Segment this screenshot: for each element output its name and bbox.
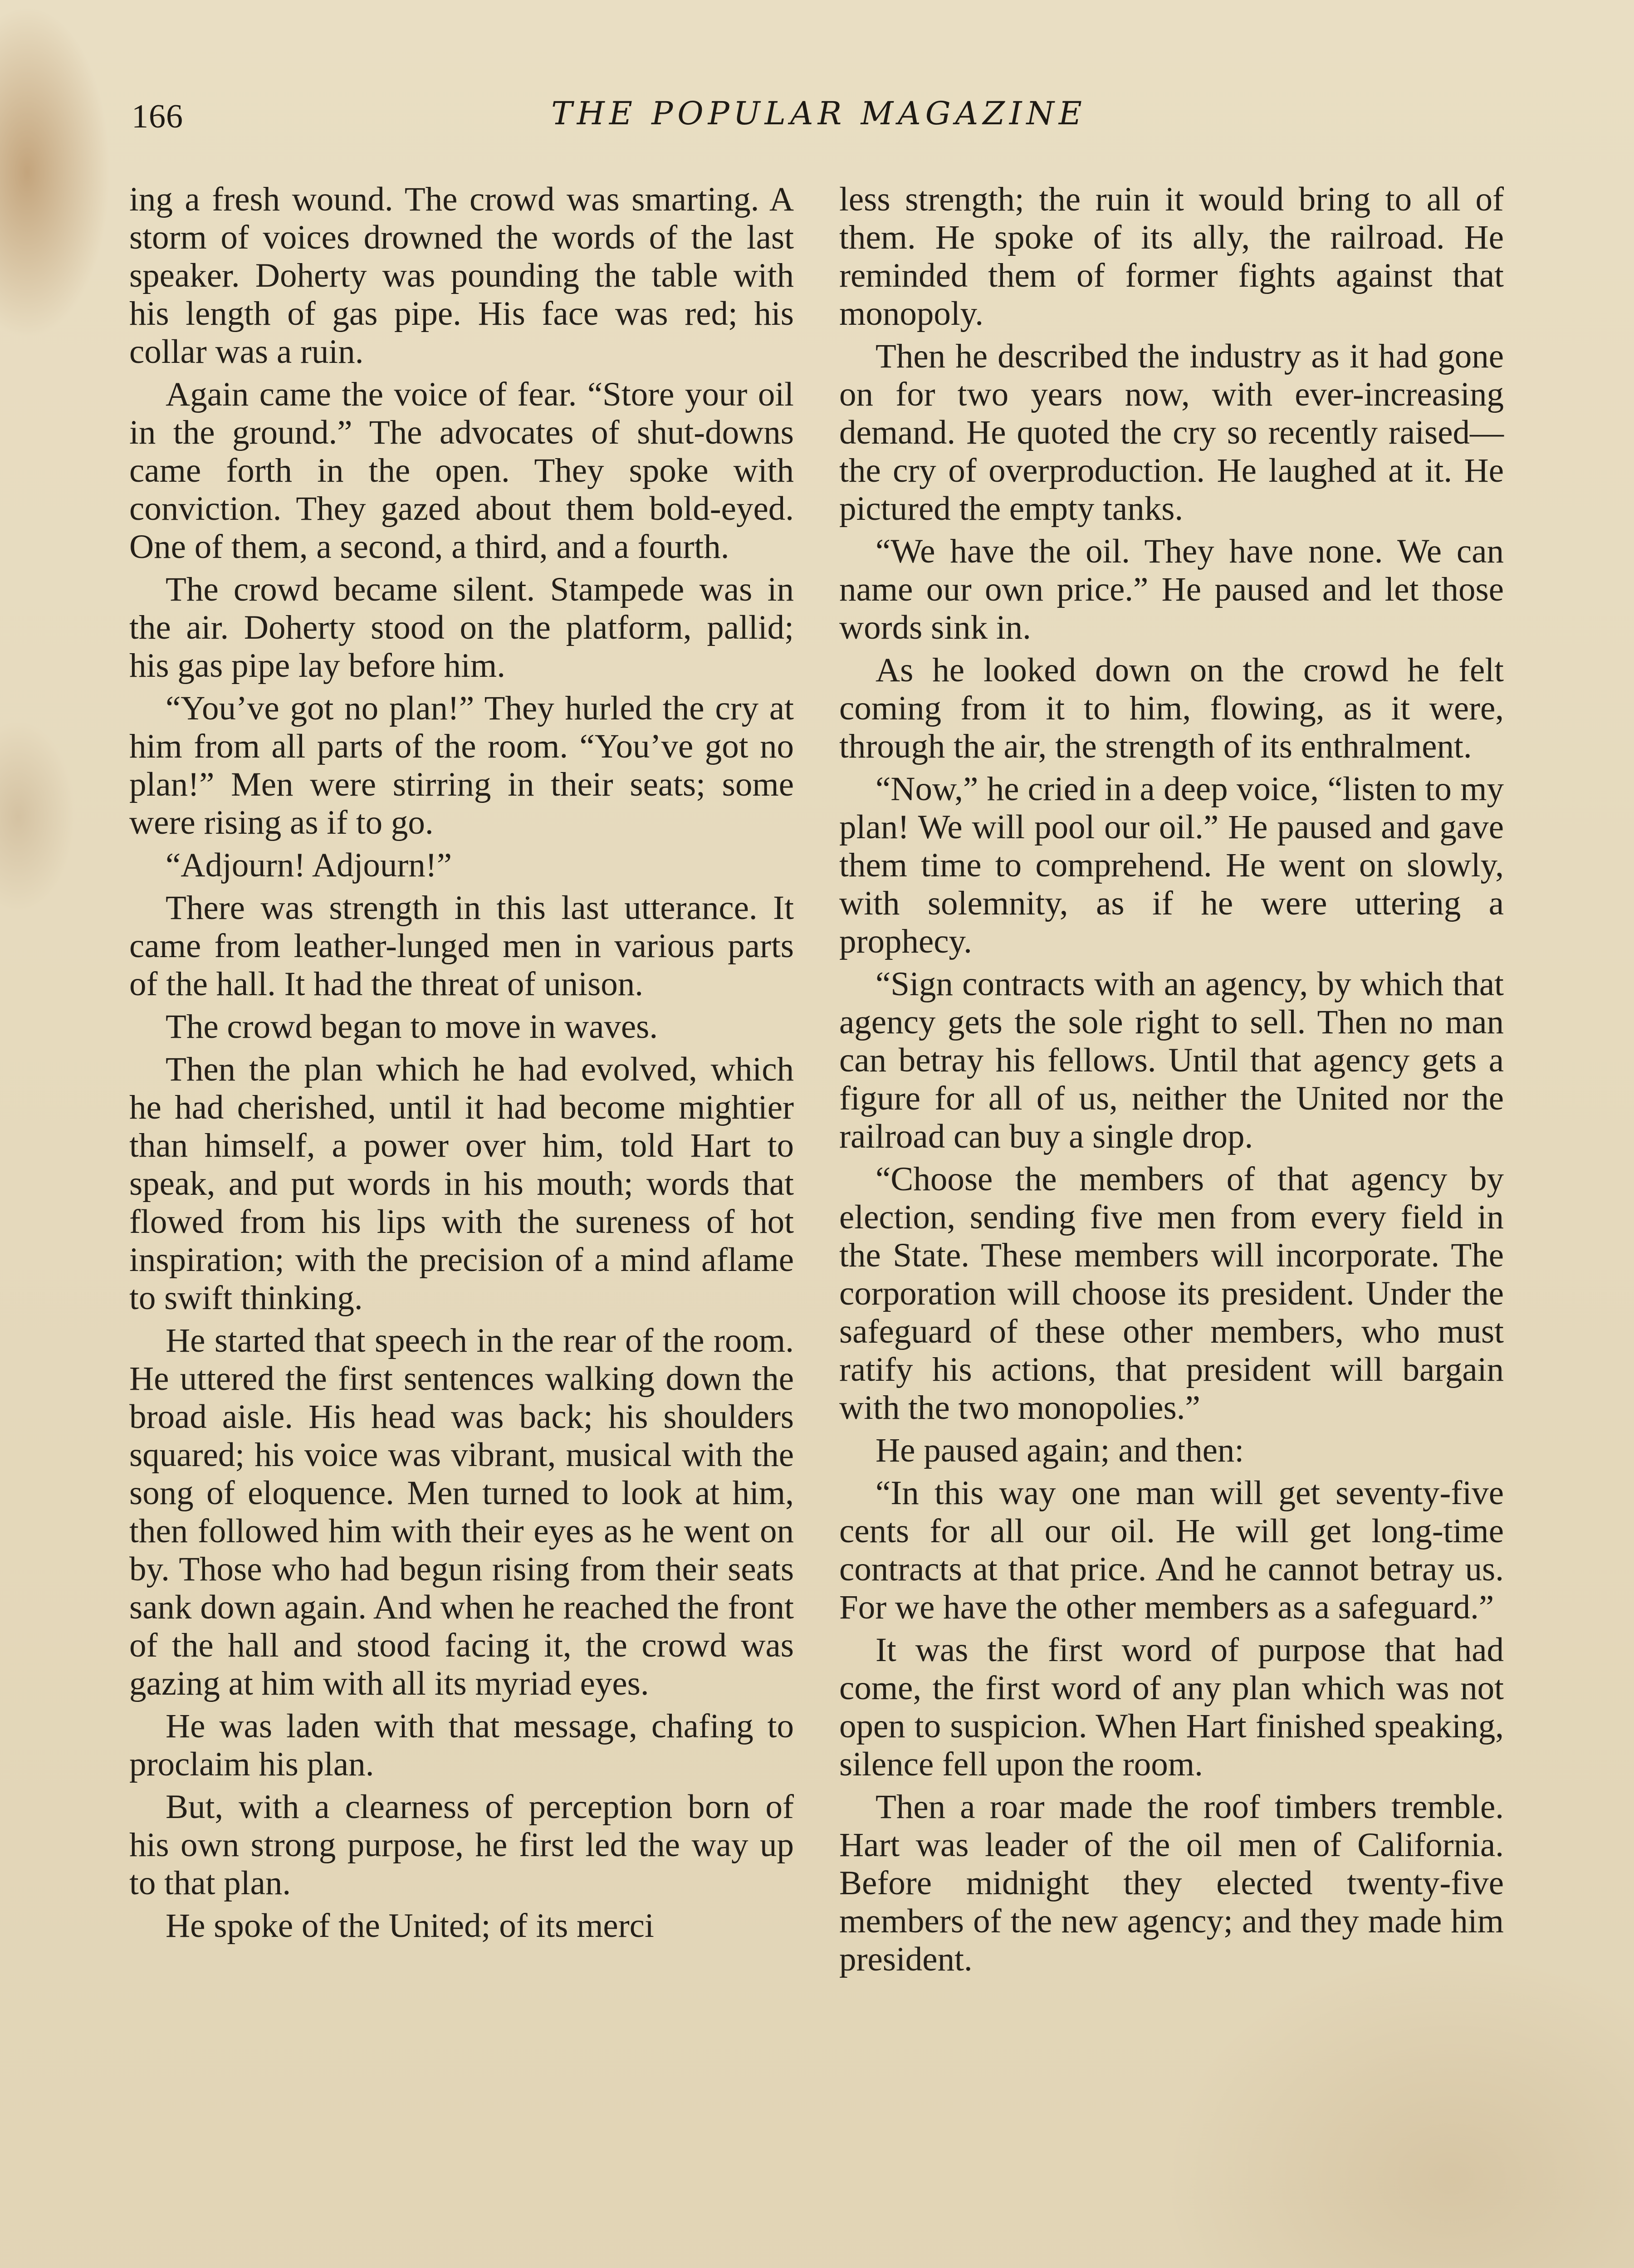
page-number: 166 xyxy=(132,98,183,135)
paragraph: less strength; the ruin it would bring to all of them. He spoke of its ally, the railroad. He reminded them of former fights against that monopoly. xyxy=(839,181,1504,332)
paragraph: The crowd began to move in waves. xyxy=(166,1008,658,1046)
paragraph: But, with a clearness of perception born of his own strong purpose, he first led the way up to that plan. xyxy=(129,1788,794,1902)
paragraph: “We have the oil. They have none. We can name our own price.” He paused and let those words sink in. xyxy=(839,533,1504,646)
paragraph: He was laden with that message, chafing to proclaim his plan. xyxy=(129,1707,794,1783)
paragraph: “In this way one man will get seventy-five cents for all our oil. He will get long-time contracts at that price. And he cannot betray us. For we have the other members as a safeguard.” xyxy=(839,1474,1504,1626)
paragraph: “You’ve got no plan!” They hurled the cry at him from all parts of the room. “You’ve got no plan!” Men were stirring in their seats; some were rising as if to go. xyxy=(129,689,794,841)
page-header xyxy=(132,95,1506,161)
paragraph: There was strength in this last utterance. It came from leather-lunged men in various parts of the hall. It had the threat of unison. xyxy=(129,889,794,1003)
paragraph: Then the plan which he had evolved, which he had cherished, until it had become mightier than himself, a power over him, told Hart to speak, and put words in his mouth; words that flowed from his lips with the sureness of hot inspiration; with the precision of a mind aflame to swift thinking. xyxy=(129,1051,794,1317)
paragraph: Again came the voice of fear. “Store your oil in the ground.” The advocates of shut-downs came forth in the open. They spoke with conviction. They gazed about them bold-eyed. One of them, a second, a third, and a fourth. xyxy=(129,376,794,566)
paragraph: It was the first word of purpose that had come, the first word of any plan which was not open to suspicion. When Hart finished speaking, silence fell upon the room. xyxy=(839,1631,1504,1783)
right-column xyxy=(839,181,1504,1983)
paragraph: The crowd became silent. Stampede was in the air. Doherty stood on the platform, pallid; his gas pipe lay before him. xyxy=(129,571,794,684)
paragraph: “Now,” he cried in a deep voice, “listen to my plan! We will pool our oil.” He paused and gave them time to comprehend. He went on slowly, with solemnity, as if he were uttering a prophecy. xyxy=(839,770,1504,960)
left-column xyxy=(129,181,794,1950)
paragraph: He spoke of the United; of its merci xyxy=(166,1907,654,1945)
paragraph: Then a roar made the roof timbers tremble. Hart was leader of the oil men of California. Before midnight they elected twenty-five members of the new agency; and they made him president. xyxy=(839,1788,1504,1978)
paragraph: He paused again; and then: xyxy=(876,1432,1244,1469)
paragraph: He started that speech in the rear of the room. He uttered the first sentences walking down the broad aisle. His head was back; his shoulders squared; his voice was vibrant, musical with the song of eloquence. Men turned to look at him, then followed him with their eyes as he went on by. Those who had begun rising from their seats sank down again. And when he reached the front of the hall and stood facing it, the crowd was gazing at him with all its myriad eyes. xyxy=(129,1322,794,1702)
paragraph: “Sign contracts with an agency, by which that agency gets the sole right to sell. Then no man can betray his fellows. Until that agency gets a figure for all of us, neither the United nor the railroad can buy a single drop. xyxy=(839,965,1504,1155)
paragraph: “Choose the members of that agency by election, sending five men from every field in the State. These members will incorporate. The corporation will choose its president. Under the safeguard of these other members, who must ratify his actions, that president will bargain with the two monopolies.” xyxy=(839,1160,1504,1427)
paragraph: ing a fresh wound. The crowd was smarting. A storm of voices drowned the words of the last speaker. Doherty was pounding the table with his length of gas pipe. His face was red; his collar was a ruin. xyxy=(129,181,794,371)
paragraph: “Adjourn! Adjourn!” xyxy=(166,846,452,884)
paragraph: Then he described the industry as it had gone on for two years now, with ever-increasing demand. He quoted the cry so recently raised—the cry of overproduction. He laughed at it. He pictured the empty tanks. xyxy=(839,337,1504,528)
paragraph: As he looked down on the crowd he felt coming from it to him, flowing, as it were, through the air, the strength of its enthralment. xyxy=(839,651,1504,765)
running-title: THE POPULAR MAGAZINE xyxy=(551,95,1086,132)
